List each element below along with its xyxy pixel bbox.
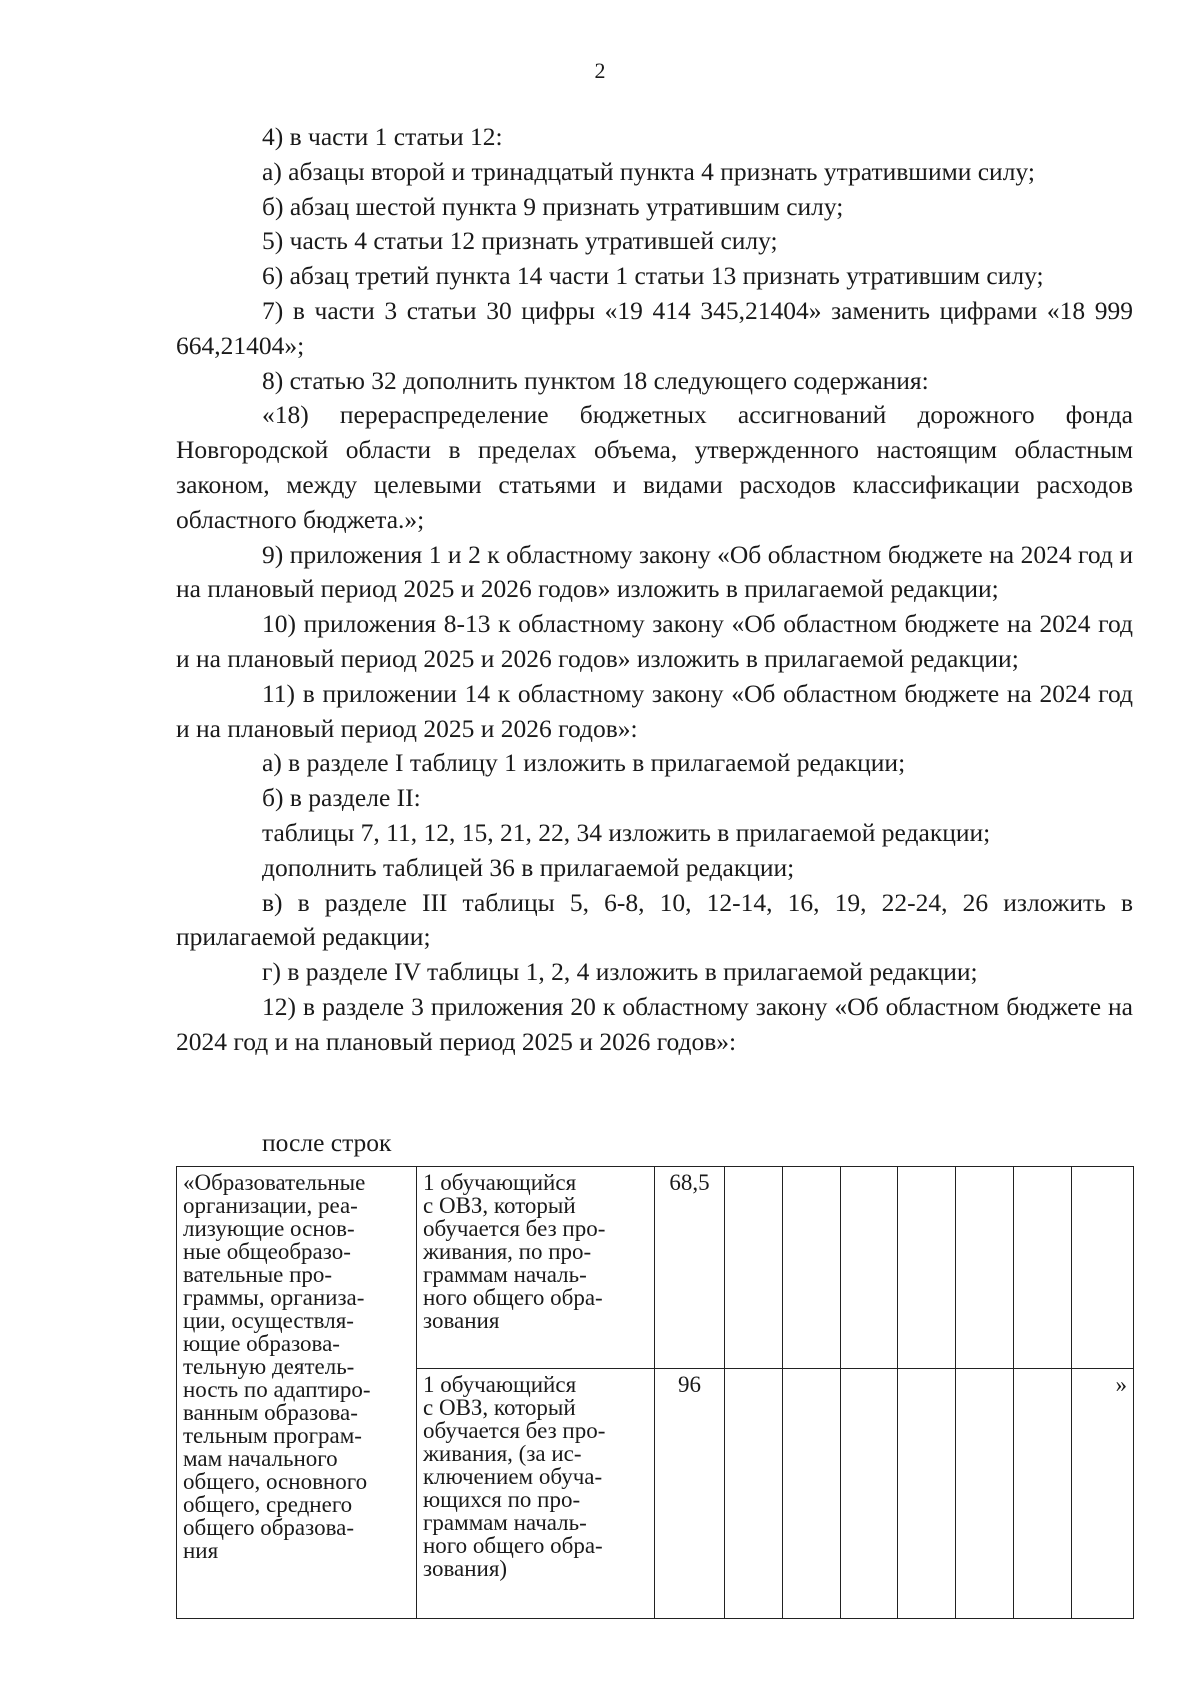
value-cell: 68,5 [655, 1167, 725, 1369]
empty-cell [956, 1369, 1014, 1619]
amendment-table [176, 1166, 1134, 1619]
empty-cell [1072, 1167, 1134, 1369]
paragraph: 9) приложения 1 и 2 к областному закону «Об областном бюджете на 2024 год и на плановый период 2025 и 2026 годов» изложить в прилагаемой редакции; [176, 539, 1133, 604]
empty-cell [956, 1167, 1014, 1369]
paragraph: дополнить таблицей 36 в прилагаемой редакции; [262, 852, 795, 882]
empty-cell [898, 1369, 956, 1619]
closing-quote: » [1072, 1369, 1134, 1619]
value-cell: 96 [655, 1369, 725, 1619]
empty-cell [783, 1167, 841, 1369]
empty-cell [841, 1369, 898, 1619]
empty-cell [898, 1167, 956, 1369]
paragraph: 6) абзац третий пункта 14 части 1 статьи 13 признать утратившим силу; [262, 261, 1044, 291]
table-intro: после строк [262, 1128, 392, 1157]
empty-cell [725, 1167, 783, 1369]
paragraph: 8) статью 32 дополнить пунктом 18 следующего содержания: [262, 365, 929, 395]
organization-type-cell [177, 1167, 417, 1619]
description-text: 1 обучающийся с ОВЗ, который обучается без про- живания, по про- граммам началь- ного общего обра- зования [423, 1170, 606, 1333]
paragraph: 5) часть 4 статьи 12 признать утратившей силу; [262, 226, 778, 256]
paragraph: 4) в части 1 статьи 12: [262, 122, 503, 151]
paragraph: б) абзац шестой пункта 9 признать утратившим силу; [262, 191, 844, 221]
paragraph: таблицы 7, 11, 12, 15, 21, 22, 34 изложить в прилагаемой редакции; [262, 817, 991, 847]
page-number: 2 [594, 58, 606, 83]
document-body [176, 120, 1133, 1060]
paragraph: «18) перераспределение бюджетных ассигнований дорожного фонда Новгородской области в пределах объема, утвержденного настоящим областным законом, между целевыми статьями и видами расходов классификации расходов областного бюджета.»; [176, 400, 1133, 534]
empty-cell [725, 1369, 783, 1619]
table-row [177, 1167, 1134, 1369]
paragraph: в) в разделе III таблицы 5, 6-8, 10, 12-14, 16, 19, 22-24, 26 изложить в прилагаемой редакции; [176, 887, 1133, 952]
paragraph: а) абзацы второй и тринадцатый пункта 4 признать утратившими силу; [262, 156, 1035, 186]
paragraph: 7) в части 3 статьи 30 цифры «19 414 345,21404» заменить цифрами «18 999 664,21404»; [176, 295, 1133, 360]
empty-cell [841, 1167, 898, 1369]
paragraph: 11) в приложении 14 к областному закону «Об областном бюджете на 2024 год и на плановый период 2025 и 2026 годов»: [176, 678, 1133, 743]
empty-cell [1014, 1369, 1072, 1619]
organization-type-text: «Образовательные организации, реа- лизующие основ- ные общеобразо- вательные про- граммы, организа- ции, осуществля- ющие образова- тельную деятель- ность по адаптиро- ванным образова- тельным програм- мам начального общего, основного общего, среднего общего образова- ния [183, 1170, 371, 1563]
paragraph: 12) в разделе 3 приложения 20 к областному закону «Об областном бюджете на 2024 год и на плановый период 2025 и 2026 годов»: [176, 991, 1133, 1056]
description-cell [417, 1167, 655, 1369]
paragraph: 10) приложения 8-13 к областному закону «Об областном бюджете на 2024 год и на плановый период 2025 и 2026 годов» изложить в прилагаемой редакции; [176, 609, 1133, 673]
empty-cell [1014, 1167, 1072, 1369]
paragraph: г) в разделе IV таблицы 1, 2, 4 изложить в прилагаемой редакции; [262, 957, 978, 987]
paragraph: а) в разделе I таблицу 1 изложить в прилагаемой редакции; [262, 748, 906, 778]
description-text: 1 обучающийся с ОВЗ, который обучается без про- живания, (за ис- ключением обуча- ющихся по про- граммам началь- ного общего обра- зования) [423, 1372, 606, 1581]
description-cell [417, 1369, 655, 1619]
paragraph: б) в разделе II: [262, 783, 421, 813]
empty-cell [783, 1369, 841, 1619]
